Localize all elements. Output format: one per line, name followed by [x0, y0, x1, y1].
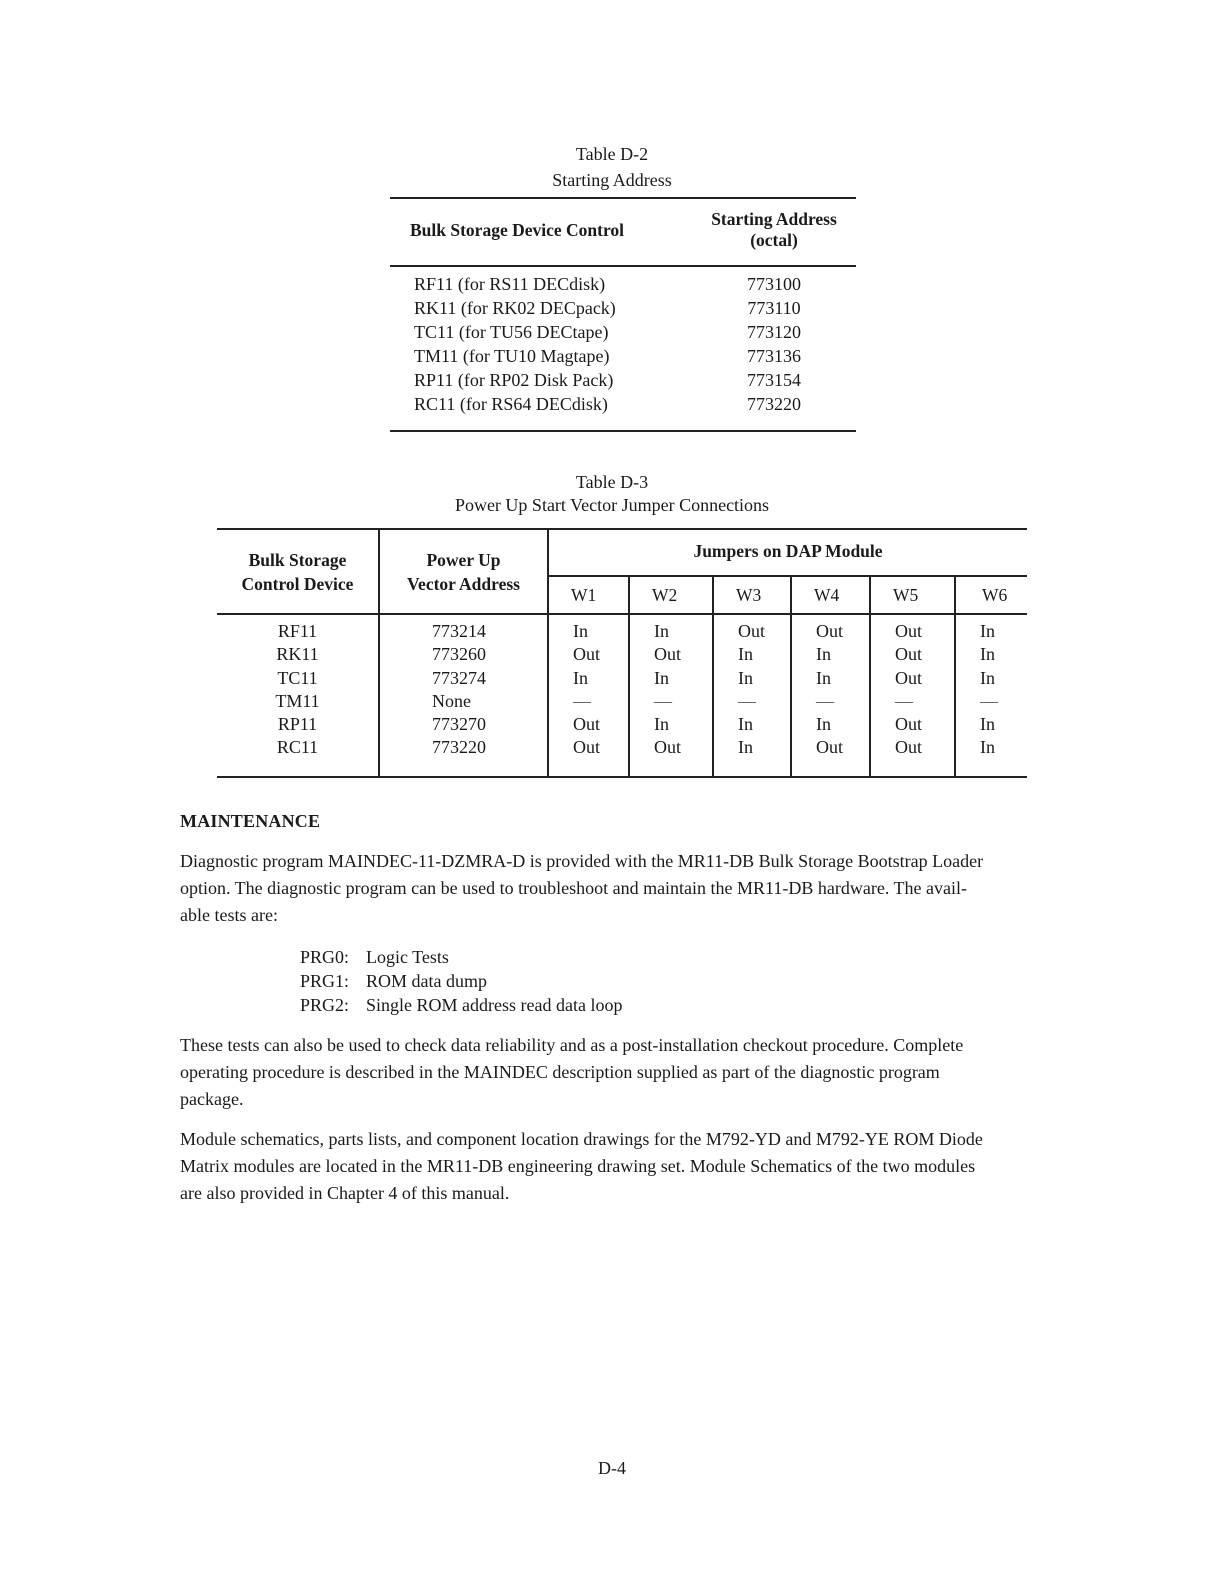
test-list [300, 945, 622, 1017]
address-cell: 773100 [747, 274, 801, 294]
jumper-header-w1: W1 [548, 576, 629, 614]
paragraph-line: package. [180, 1089, 244, 1109]
jumper-cell: In [791, 667, 870, 690]
list-item [300, 945, 622, 969]
address-cell: 773120 [747, 322, 801, 342]
table-row [390, 266, 856, 296]
test-desc: Logic Tests [366, 947, 449, 967]
jumper-cell: — [629, 690, 713, 713]
device-cell: RP11 (for RP02 Disk Pack) [414, 370, 614, 390]
jumper-cell: In [791, 713, 870, 736]
table-d3-col1-header-line1: Bulk Storage [248, 549, 347, 570]
device-cell: TC11 (for TU56 DECtape) [414, 322, 609, 342]
jumper-cell: — [713, 690, 791, 713]
jumper-cell: In [629, 713, 713, 736]
device-cell: RK11 (for RK02 DECpack) [414, 298, 616, 318]
jumper-cell: In [980, 737, 995, 758]
paragraph-tests-usage [180, 1032, 1060, 1113]
jumper-cell: Out [870, 736, 955, 776]
jumper-header-w3: W3 [713, 576, 791, 614]
jumper-cell: In [713, 643, 791, 666]
paragraph-schematics [180, 1126, 1060, 1207]
address-cell: 773220 [747, 394, 801, 414]
jumper-cell: Out [870, 713, 955, 736]
paragraph-line: Module schematics, parts lists, and component location drawings for the M792-YD and M792-YE ROM Diode [180, 1129, 983, 1149]
jumper-cell: Out [629, 643, 713, 666]
table-d2-col1-header: Bulk Storage Device Control [390, 198, 692, 266]
jumper-cell: Out [870, 643, 955, 666]
table-row [390, 296, 856, 320]
paragraph-line: are also provided in Chapter 4 of this manual. [180, 1183, 510, 1203]
table-d3-col2-header-line2: Vector Address [407, 573, 520, 594]
paragraph-intro [180, 848, 1060, 929]
device-cell: RC11 (for RS64 DECdisk) [414, 394, 608, 414]
jumper-cell: In [713, 736, 791, 776]
jumper-header-w6: W6 [955, 576, 1027, 614]
jumper-cell: — [791, 690, 870, 713]
jumper-cell: In [629, 667, 713, 690]
jumper-cell: In [548, 614, 629, 643]
paragraph-line: operating procedure is described in the MAINDEC description supplied as part of the diagnostic program [180, 1062, 940, 1082]
table-row [217, 643, 1027, 666]
vector-cell: None [379, 690, 548, 713]
jumper-cell: In [629, 614, 713, 643]
table-row [217, 667, 1027, 690]
table-d3-number: Table D-3 [575, 472, 649, 492]
jumper-cell: Out [870, 614, 955, 643]
table-d2-col2-header [692, 198, 856, 266]
test-code: PRG1: [300, 971, 350, 991]
table-d2-number: Table D-2 [575, 144, 649, 164]
device-cell: RP11 [217, 713, 379, 736]
jumper-cell: Out [791, 736, 870, 776]
address-cell: 773136 [747, 346, 801, 366]
address-cell: 773110 [747, 298, 801, 318]
test-code: PRG0: [300, 947, 350, 967]
paragraph-line: These tests can also be used to check data reliability and as a post-installation checkout procedure. Complete [180, 1035, 964, 1055]
vector-cell: 773260 [379, 643, 548, 666]
jumper-cell: In [713, 713, 791, 736]
paragraph-line: Matrix modules are located in the MR11-DB engineering drawing set. Module Schematics of the two modules [180, 1156, 976, 1176]
table-row [217, 614, 1027, 643]
table-d2-header-row [390, 198, 856, 266]
vector-cell: 773220 [379, 736, 548, 776]
jumper-cell: Out [629, 736, 713, 776]
table-d3-col2-header [379, 529, 548, 614]
list-item [300, 969, 622, 993]
jumper-cell: Out [791, 614, 870, 643]
jumper-cell: — [980, 690, 998, 711]
table-d3-title: Power Up Start Vector Jumper Connections [454, 495, 770, 515]
table-row [217, 736, 1027, 776]
jumper-cell: Out [548, 736, 629, 776]
jumper-cell: In [980, 714, 995, 735]
device-cell: RC11 [217, 736, 379, 776]
jumper-cell: Out [870, 667, 955, 690]
jumper-cell: In [548, 667, 629, 690]
vector-cell: 773274 [379, 667, 548, 690]
table-d2-col2-header-line2: (octal) [750, 230, 798, 250]
table-d3-group-header: Jumpers on DAP Module [548, 529, 1027, 576]
test-code: PRG2: [300, 995, 350, 1015]
vector-cell: 773214 [379, 614, 548, 643]
section-heading-maintenance: MAINTENANCE [180, 811, 321, 831]
list-item [300, 993, 622, 1017]
page-number: D-4 [598, 1458, 626, 1478]
jumper-cell: In [980, 621, 995, 641]
jumper-cell: In [980, 644, 995, 665]
device-cell: RK11 [217, 643, 379, 666]
device-cell: TM11 [217, 690, 379, 713]
jumper-cell: — [548, 690, 629, 713]
device-cell: RF11 (for RS11 DECdisk) [414, 274, 606, 294]
jumper-cell: Out [548, 713, 629, 736]
table-d2 [390, 197, 856, 432]
paragraph-line: able tests are: [180, 905, 278, 925]
table-row [217, 690, 1027, 713]
table-d2-col2-header-line1: Starting Address [711, 209, 837, 229]
vector-cell: 773270 [379, 713, 548, 736]
table-row [390, 344, 856, 368]
table-d3-header-row [217, 529, 1027, 576]
table-row [390, 392, 856, 431]
jumper-header-w5: W5 [870, 576, 955, 614]
table-row [390, 320, 856, 344]
jumper-cell: In [713, 667, 791, 690]
test-desc: ROM data dump [366, 971, 487, 991]
table-d2-title: Starting Address [552, 170, 672, 190]
jumper-header-w2: W2 [629, 576, 713, 614]
table-row [217, 713, 1027, 736]
test-desc: Single ROM address read data loop [366, 995, 623, 1015]
paragraph-line: option. The diagnostic program can be used to troubleshoot and maintain the MR11-DB hardware. The avail- [180, 878, 967, 898]
device-cell: RF11 [217, 614, 379, 643]
jumper-cell: Out [713, 614, 791, 643]
paragraph-line: Diagnostic program MAINDEC-11-DZMRA-D is provided with the MR11-DB Bulk Storage Bootstrap Loader [180, 851, 984, 871]
table-d3-col2-header-line1: Power Up [426, 549, 501, 570]
jumper-cell: Out [548, 643, 629, 666]
device-cell: TC11 [217, 667, 379, 690]
table-row [390, 368, 856, 392]
table-d3-col1-header [217, 529, 379, 614]
table-d3 [217, 528, 1027, 778]
device-cell: TM11 (for TU10 Magtape) [414, 346, 610, 366]
jumper-cell: In [791, 643, 870, 666]
table-d3-col1-header-line2: Control Device [241, 573, 354, 594]
jumper-cell: In [980, 667, 995, 688]
jumper-header-w4: W4 [791, 576, 870, 614]
address-cell: 773154 [747, 370, 801, 390]
jumper-cell: — [870, 690, 955, 713]
